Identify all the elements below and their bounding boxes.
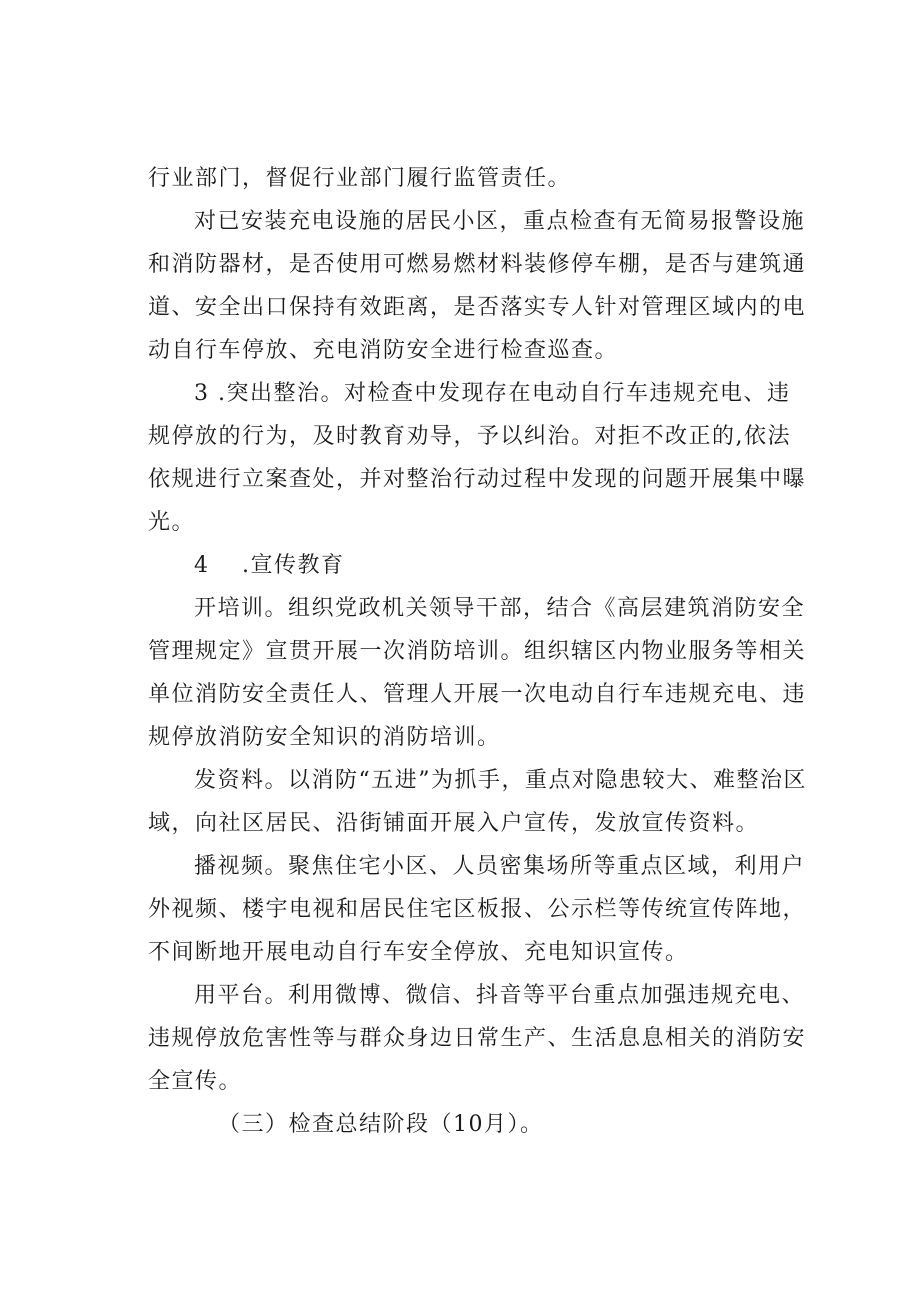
paragraph-platform: 用平台。利用微博、微信、抖音等平台重点加强违规充电、违规停放危害性等与群众身边日常生产、生活息息相关的消防安全宣传。 [148,983,807,1094]
heading-number: 4 [194,553,210,578]
heading-publicity-education [148,544,808,587]
document-body [148,157,808,1146]
paragraph-video: 播视频。聚焦住宅小区、人员密集场所等重点区域，利用户外视频、楼宇电视和居民住宅区板报、公示栏等传统宣传阵地，不间断地开展电动自行车安全停放、充电知识宣传。 [148,854,807,965]
section-heading-summary-stage: （三）检查总结阶段（10月）。 [218,1112,544,1137]
paragraph-continuation: 行业部门，督促行业部门履行监管责任。 [148,166,572,191]
paragraph-materials: 发资料。以消防“五进”为抓手，重点对隐患较大、难整治区域，向社区居民、沿街铺面开展入户宣传，发放宣传资料。 [148,768,807,836]
paragraph-rectification: 3 .突出整治。对检查中发现存在电动自行车违规充电、违规停放的行为，及时教育劝导，予以纠治。对拒不改正的,依法依规进行立案查处，并对整治行动过程中发现的问题开展集中曝光。 [148,381,807,535]
heading-text: .宣传教育 [242,553,345,578]
paragraph-training: 开培训。组织党政机关领导干部，结合《高层建筑消防安全管理规定》宣贯开展一次消防培训。组织辖区内物业服务等相关单位消防安全责任人、管理人开展一次电动自行车违规充电、违规停放消防安全知识的消防培训。 [148,596,807,750]
paragraph-inspection-details: 对已安装充电设施的居民小区，重点检查有无简易报警设施和消防器材，是否使用可燃易燃材料装修停车棚，是否与建筑通道、安全出口保持有效距离，是否落实专人针对管理区域内的电动自行车停放、充电消防安全进行检查巡查。 [148,209,807,363]
